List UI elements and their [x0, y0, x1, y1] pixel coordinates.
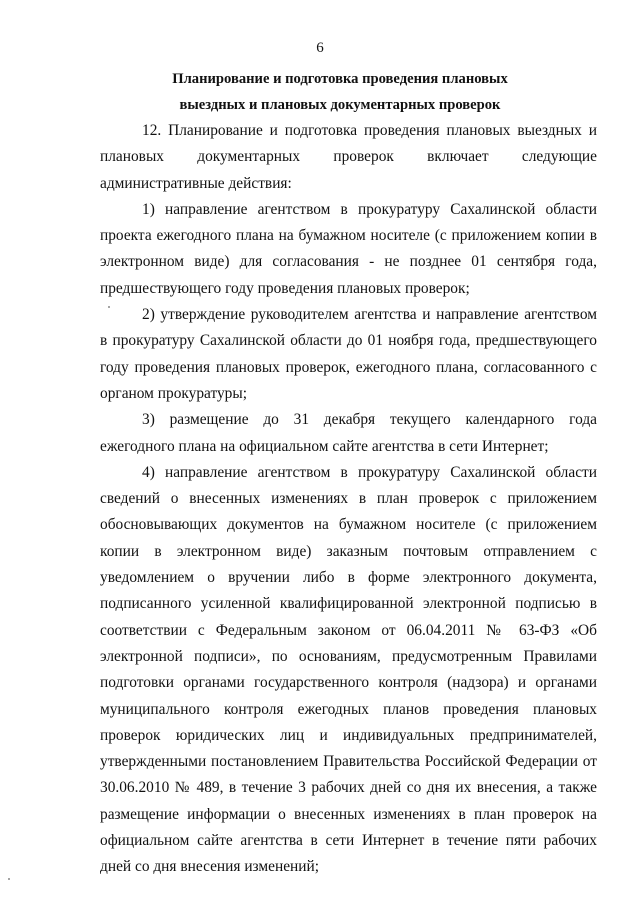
paragraph-12: 12. Планирование и подготовка проведения плановых выездных и плановых документарных проверок включает следующие административные действия:	[100, 122, 597, 192]
section-title-line-1: Планирование и подготовка проведения плановых	[172, 71, 508, 87]
section-title	[100, 66, 580, 118]
list-item-2: 2) утверждение руководителем агентства и направление агентством в прокуратуру Сахалинской области до 01 ноября года, предшествующего году проведения плановых проверок, ежегодного плана, согласованного с органом прокуратуры;	[100, 306, 597, 402]
scan-speck	[8, 878, 10, 880]
page-number: 6	[316, 40, 324, 56]
list-item-4: 4) направление агентством в прокуратуру Сахалинской области сведений о внесенных изменениях в план проверок с приложением обосновывающих документов на бумажном носителе (с приложением копии в электронном виде) заказным почтовым отправлением с уведомлением о вручении либо в форме электронного документа, подписанного усиленной квалифицированной электронной подписью в соответствии с Федеральным законом от 06.04.2011 № 63-ФЗ «Об электронной подписи», по основаниям, предусмотренным Правилами подготовки органами государственного контроля (надзора) и органами муниципального контроля ежегодных планов проведения плановых проверок юридических лиц и индивидуальных предпринимателей, утвержденными постановлением Правительства Российской Федерации от 30.06.2010 № 489, в течение 3 рабочих дней со дня их внесения, а также размещение информации о внесенных изменениях в план проверок на официальном сайте агентства в сети Интернет в течение пяти рабочих дней со дня внесения изменений;	[100, 463, 597, 876]
scan-speck	[108, 306, 110, 308]
document-body	[100, 118, 597, 881]
list-item-1: 1) направление агентством в прокуратуру Сахалинской области проекта ежегодного плана на бумажном носителе (с приложением копии в электронном виде) для согласования - не позднее 01 сентября года, предшествующего году проведения плановых проверок;	[100, 200, 597, 297]
list-item-3: 3) размещение до 31 декабря текущего календарного года ежегодного плана на официальном сайте агентства в сети Интернет;	[100, 411, 597, 455]
section-title-line-2: выездных и плановых документарных проверок	[179, 97, 501, 113]
